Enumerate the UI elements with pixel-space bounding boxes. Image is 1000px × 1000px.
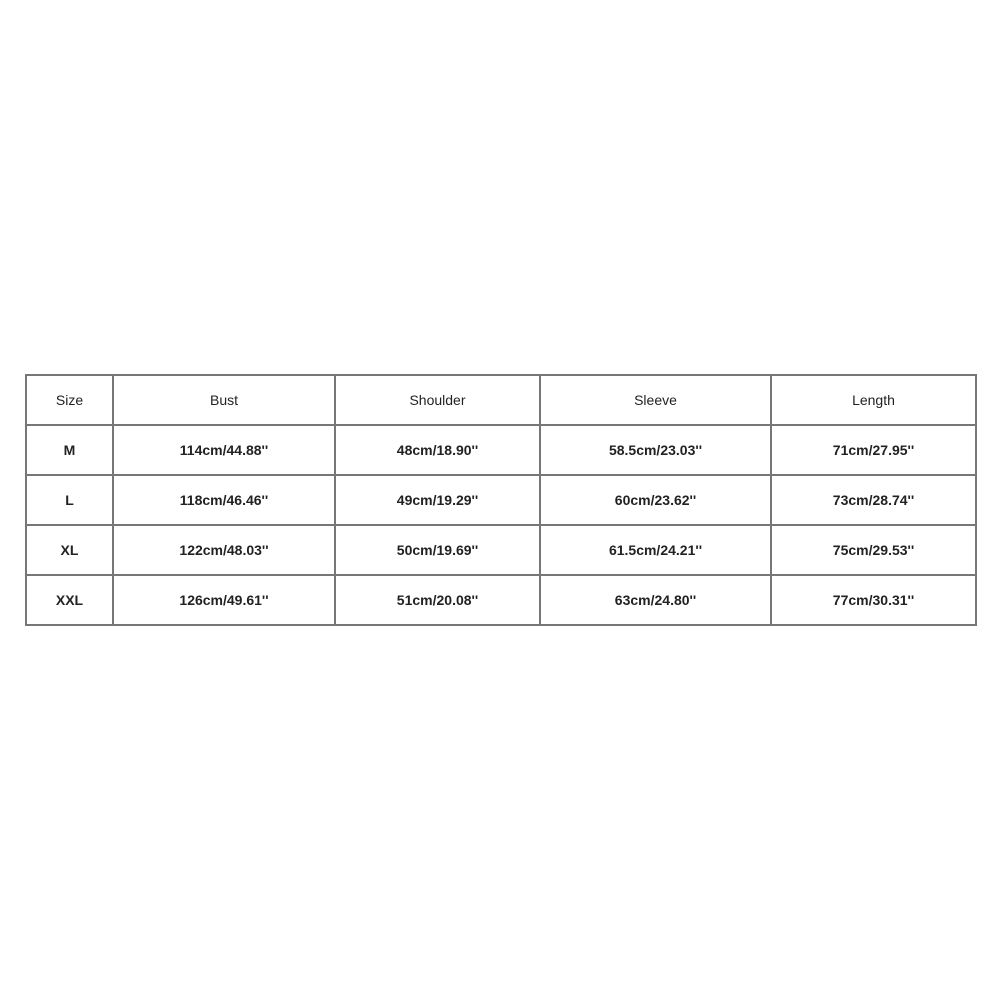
header-shoulder: Shoulder bbox=[335, 375, 540, 425]
cell-bust: 122cm/48.03'' bbox=[113, 525, 335, 575]
size-chart-table bbox=[25, 374, 977, 626]
cell-length: 73cm/28.74'' bbox=[771, 475, 976, 525]
table-row bbox=[26, 475, 976, 525]
table-row bbox=[26, 525, 976, 575]
cell-size: XXL bbox=[26, 575, 113, 625]
header-size: Size bbox=[26, 375, 113, 425]
cell-shoulder: 49cm/19.29'' bbox=[335, 475, 540, 525]
cell-size: XL bbox=[26, 525, 113, 575]
header-length: Length bbox=[771, 375, 976, 425]
cell-size: M bbox=[26, 425, 113, 475]
cell-sleeve: 61.5cm/24.21'' bbox=[540, 525, 771, 575]
header-bust: Bust bbox=[113, 375, 335, 425]
cell-shoulder: 50cm/19.69'' bbox=[335, 525, 540, 575]
table-row bbox=[26, 575, 976, 625]
cell-bust: 114cm/44.88'' bbox=[113, 425, 335, 475]
cell-shoulder: 48cm/18.90'' bbox=[335, 425, 540, 475]
cell-shoulder: 51cm/20.08'' bbox=[335, 575, 540, 625]
header-sleeve: Sleeve bbox=[540, 375, 771, 425]
cell-length: 75cm/29.53'' bbox=[771, 525, 976, 575]
cell-bust: 118cm/46.46'' bbox=[113, 475, 335, 525]
cell-length: 71cm/27.95'' bbox=[771, 425, 976, 475]
cell-sleeve: 63cm/24.80'' bbox=[540, 575, 771, 625]
cell-length: 77cm/30.31'' bbox=[771, 575, 976, 625]
table-row bbox=[26, 425, 976, 475]
header-row bbox=[26, 375, 976, 425]
cell-sleeve: 60cm/23.62'' bbox=[540, 475, 771, 525]
cell-size: L bbox=[26, 475, 113, 525]
cell-sleeve: 58.5cm/23.03'' bbox=[540, 425, 771, 475]
cell-bust: 126cm/49.61'' bbox=[113, 575, 335, 625]
